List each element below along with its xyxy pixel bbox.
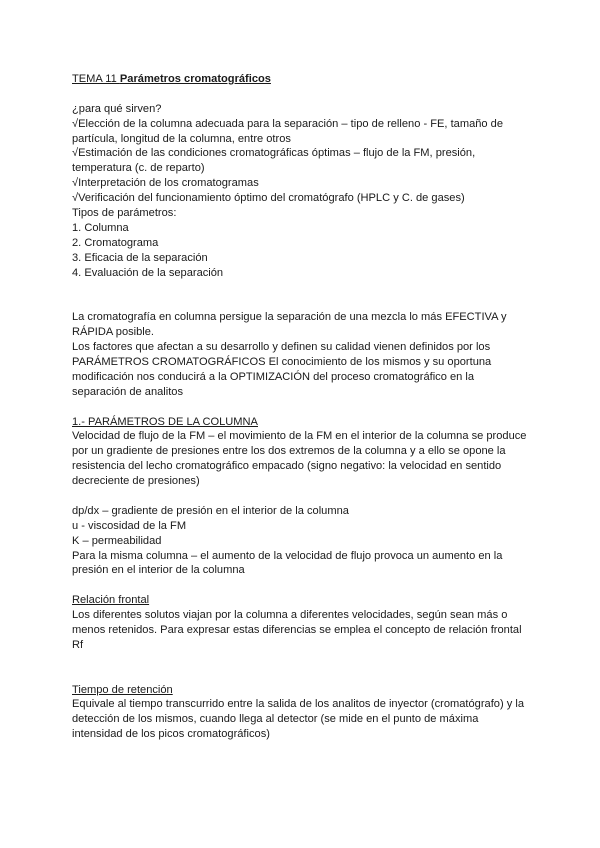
spacer (72, 489, 532, 504)
section-line: intensidad de los picos cromatográficos) (72, 728, 270, 741)
section-heading-relacion-frontal: Relación frontal (72, 594, 150, 607)
section-line: K – permeabilidad (72, 534, 162, 547)
section-line: Para la misma columna – el aumento de la velocidad de flujo provoca un aumento en la (72, 549, 503, 562)
spacer (72, 578, 532, 593)
section-line: detección de los mismos, cuando llega al detector (se mide en el punto de máxima (72, 713, 479, 726)
intro-line: √Verificación del funcionamiento óptimo del cromatógrafo (HPLC y C. de gases) (72, 192, 465, 205)
section-line: presión en el interior de la columna (72, 564, 245, 577)
intro-line: temperatura (c. de reparto) (72, 162, 205, 175)
spacer (72, 280, 532, 310)
section-line: Equivale al tiempo transcurrido entre la salida de los analitos de inyector (cromatógrafo) y la (72, 698, 524, 711)
intro-line: 4. Evaluación de la separación (72, 266, 224, 279)
document-body (72, 72, 532, 742)
spacer (72, 400, 532, 415)
section-heading-tiempo-retencion: Tiempo de retención (72, 683, 173, 696)
intro-line: √Elección de la columna adecuada para la separación – tipo de relleno - FE, tamaño de (72, 117, 503, 130)
section-line: u - viscosidad de la FM (72, 519, 187, 532)
paragraph-line: modificación nos conducirá a la OPTIMIZACIÓN del proceso cromatográfico en la (72, 370, 475, 383)
spacer (72, 653, 532, 683)
intro-line: 3. Eficacia de la separación (72, 251, 208, 264)
intro-line: 1. Columna (72, 221, 129, 234)
paragraph-line: PARÁMETROS CROMATOGRÁFICOS El conocimiento de los mismos y su oportuna (72, 355, 492, 368)
section-line: decreciente de presiones) (72, 475, 200, 488)
intro-line: partícula, longitud de la columna, entre otros (72, 132, 291, 145)
paragraph-line: RÁPIDA posible. (72, 326, 155, 339)
section-line: Los diferentes solutos viajan por la columna a diferentes velocidades, según sean más o (72, 609, 508, 622)
intro-line: √Interpretación de los cromatogramas (72, 177, 259, 190)
paragraph-line: La cromatografía en columna persigue la separación de una mezcla lo más EFECTIVA y (72, 311, 507, 324)
paragraph-line: separación de analitos (72, 385, 184, 398)
section-line: menos retenidos. Para expresar estas diferencias se emplea el concepto de relación frontal (72, 623, 522, 636)
title-bold: Parámetros cromatográficos (119, 73, 271, 85)
paragraph-line: Los factores que afectan a su desarrollo y definen su calidad vienen definidos por los (72, 341, 491, 354)
intro-line: Tipos de parámetros: (72, 207, 177, 220)
section-line: por un gradiente de presiones entre los dos extremos de la columna y a ello se opone la (72, 445, 506, 458)
intro-line: ¿para qué sirven? (72, 102, 162, 115)
section-line: Velocidad de flujo de la FM – el movimiento de la FM en el interior de la columna se produce (72, 430, 527, 443)
title-prefix: TEMA 11 (72, 73, 120, 85)
intro-line: √Estimación de las condiciones cromatográficas óptimas – flujo de la FM, presión, (72, 147, 476, 160)
section-heading-columna: 1.- PARÁMETROS DE LA COLUMNA (72, 415, 258, 428)
document-title (72, 72, 532, 87)
section-line: dp/dx – gradiente de presión en el interior de la columna (72, 504, 349, 517)
intro-line: 2. Cromatograma (72, 236, 159, 249)
section-line: Rf (72, 638, 84, 651)
section-line: resistencia del lecho cromatográfico empacado (signo negativo: la velocidad en sentido (72, 460, 502, 473)
